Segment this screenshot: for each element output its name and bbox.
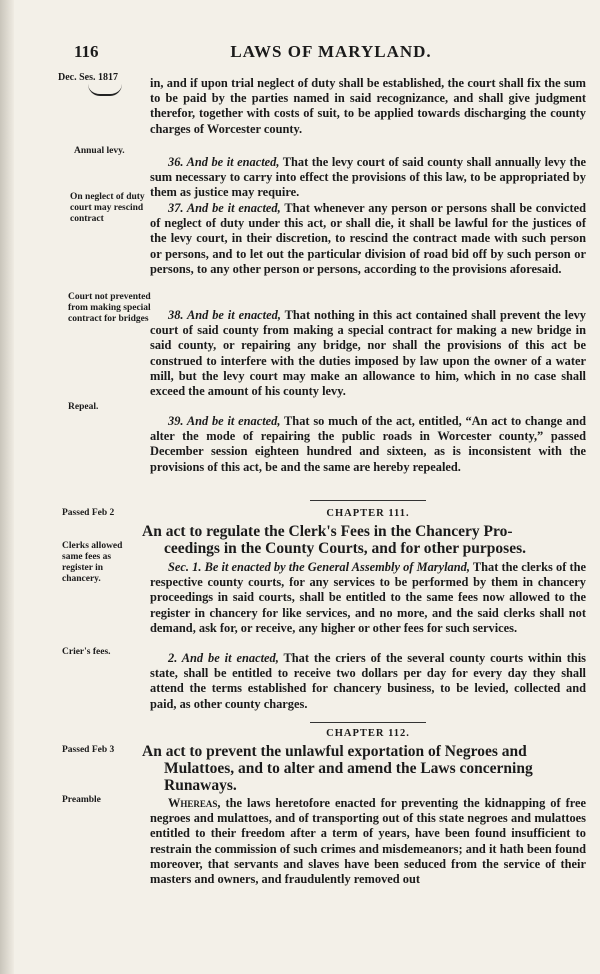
margin-note-annual-levy: Annual levy. (74, 146, 125, 156)
margin-note-neglect: On neglect of duty court may rescind contract (70, 192, 145, 224)
preamble-text: the laws heretofore enacted for preventing the kidnapping of free negroes and mulattoes, and of transporting out of this state negroes and mulattoes entitled to their freedom after a term of years, have been found insufficient to restrain the commission of such crimes and misdemeanors; and it hath been found moreover, that servants and slaves have been seduced from the service of their masters and owners, and fraudulently removed out (150, 796, 586, 887)
margin-note-passed-feb3: Passed Feb 3 (62, 745, 115, 755)
section-36 (150, 155, 586, 201)
section-text: That nothing in this act contained shall prevent the levy court of said county from making a special contract for making a new bridge in said county, or repairing any bridge, nor shall the provisions of this act be construed to interfere with the duties imposed by law upon the owner of a water mill, but the levy court may make an allowance to him, which in no case shall exceed the amount of his county levy. (150, 308, 586, 399)
section-text: That the levy court of said county shall annually levy the sum necessary to carry into effect the provisions of this law, to be appropriated by them as justice may require. (150, 155, 586, 200)
title-line: Mulattoes, and to alter and amend the Laws concerning (164, 760, 533, 777)
title-line: ceedings in the County Courts, and for other purposes. (164, 540, 526, 557)
margin-note-clerks: Clerks allowed same fees as register in chancery. (62, 541, 123, 584)
margin-note-preamble: Preamble (62, 795, 101, 805)
section-text: That so much of the act, entitled, “An act to change and alter the mode of repairing the public roads in Worcester county,” passed December session eighteen hundred and sixteen, as is inconsistent with the provisions of this act, be and the same are hereby repealed. (150, 414, 586, 474)
section-text: That whenever any person or persons shall be convicted of neglect of duty under this act, or shall die, it shall be lawful for the justices of the levy court, in their discretion, to rescind the contract made with such person or persons, and to let out the particular division of road bid off by such person or persons, to any other person or persons, according to the provisions aforesaid. (150, 201, 586, 276)
section-38 (150, 308, 586, 399)
section-text: That the criers of the several county courts within this state, shall be entitled to receive two dollars per day for every day they shall attend the terms established for chancery business, to be levied, collected and paid, as other county charges. (150, 651, 586, 711)
section-lead: Sec. 1. Be it enacted by the General Assembly of Maryland, (168, 560, 470, 574)
section-lead: 36. And be it enacted, (168, 155, 280, 169)
page-edge-shadow (0, 0, 14, 974)
section-37 (150, 201, 586, 277)
chapter-112-title (142, 743, 586, 794)
chapter-111-heading: CHAPTER 111. (326, 508, 410, 519)
section-39 (150, 414, 586, 475)
chapter-rule (310, 500, 426, 501)
paragraph-recognizance (150, 76, 586, 137)
margin-note-criers: Crier's fees. (62, 647, 111, 657)
title-line: An act to prevent the unlawful exportation of Negroes and (142, 743, 527, 760)
chapter-rule (310, 722, 426, 723)
section-lead: 2. And be it enacted, (168, 651, 279, 665)
session-brace-mark (88, 84, 122, 96)
preamble-lead: Whereas, (168, 796, 221, 810)
chapter-111-section-2 (150, 651, 586, 712)
title-line: Runaways. (164, 777, 237, 794)
running-head: LAWS OF MARYLAND. (230, 42, 432, 61)
section-lead: 37. And be it enacted, (168, 201, 281, 215)
page-number: 116 (74, 42, 99, 61)
chapter-112-preamble (150, 796, 586, 887)
section-text: That the clerks of the respective county courts, for any services to be performed by them in chancery proceedings in said courts, shall be entitled to the same fees now allowed to the register in chancery for like services, and no more, and the said clerks shall not demand, ask for, or receive, any higher or other fees for such services. (150, 560, 586, 635)
chapter-111-title (142, 523, 586, 557)
section-lead: 38. And be it enacted, (168, 308, 281, 322)
margin-note-passed-feb2: Passed Feb 2 (62, 508, 115, 518)
paragraph-text: in, and if upon trial neglect of duty shall be established, the court shall fix the sum to be paid by the parties named in said recognizance, and shall give judgment therefor, together with costs of suit, to be applied towards discharging the county charges of Worcester county. (150, 76, 586, 136)
title-line: An act to regulate the Clerk's Fees in the Chancery Pro- (142, 523, 513, 540)
section-lead: 39. And be it enacted, (168, 414, 281, 428)
chapter-112-heading: CHAPTER 112. (326, 728, 410, 739)
page-header (74, 42, 588, 64)
margin-note-session: Dec. Ses. 1817 (58, 72, 118, 83)
chapter-111-section-1 (150, 560, 586, 636)
margin-note-repeal: Repeal. (68, 402, 99, 412)
margin-note-court-not-prevented: Court not prevented from making special contract for bridges (68, 292, 151, 324)
